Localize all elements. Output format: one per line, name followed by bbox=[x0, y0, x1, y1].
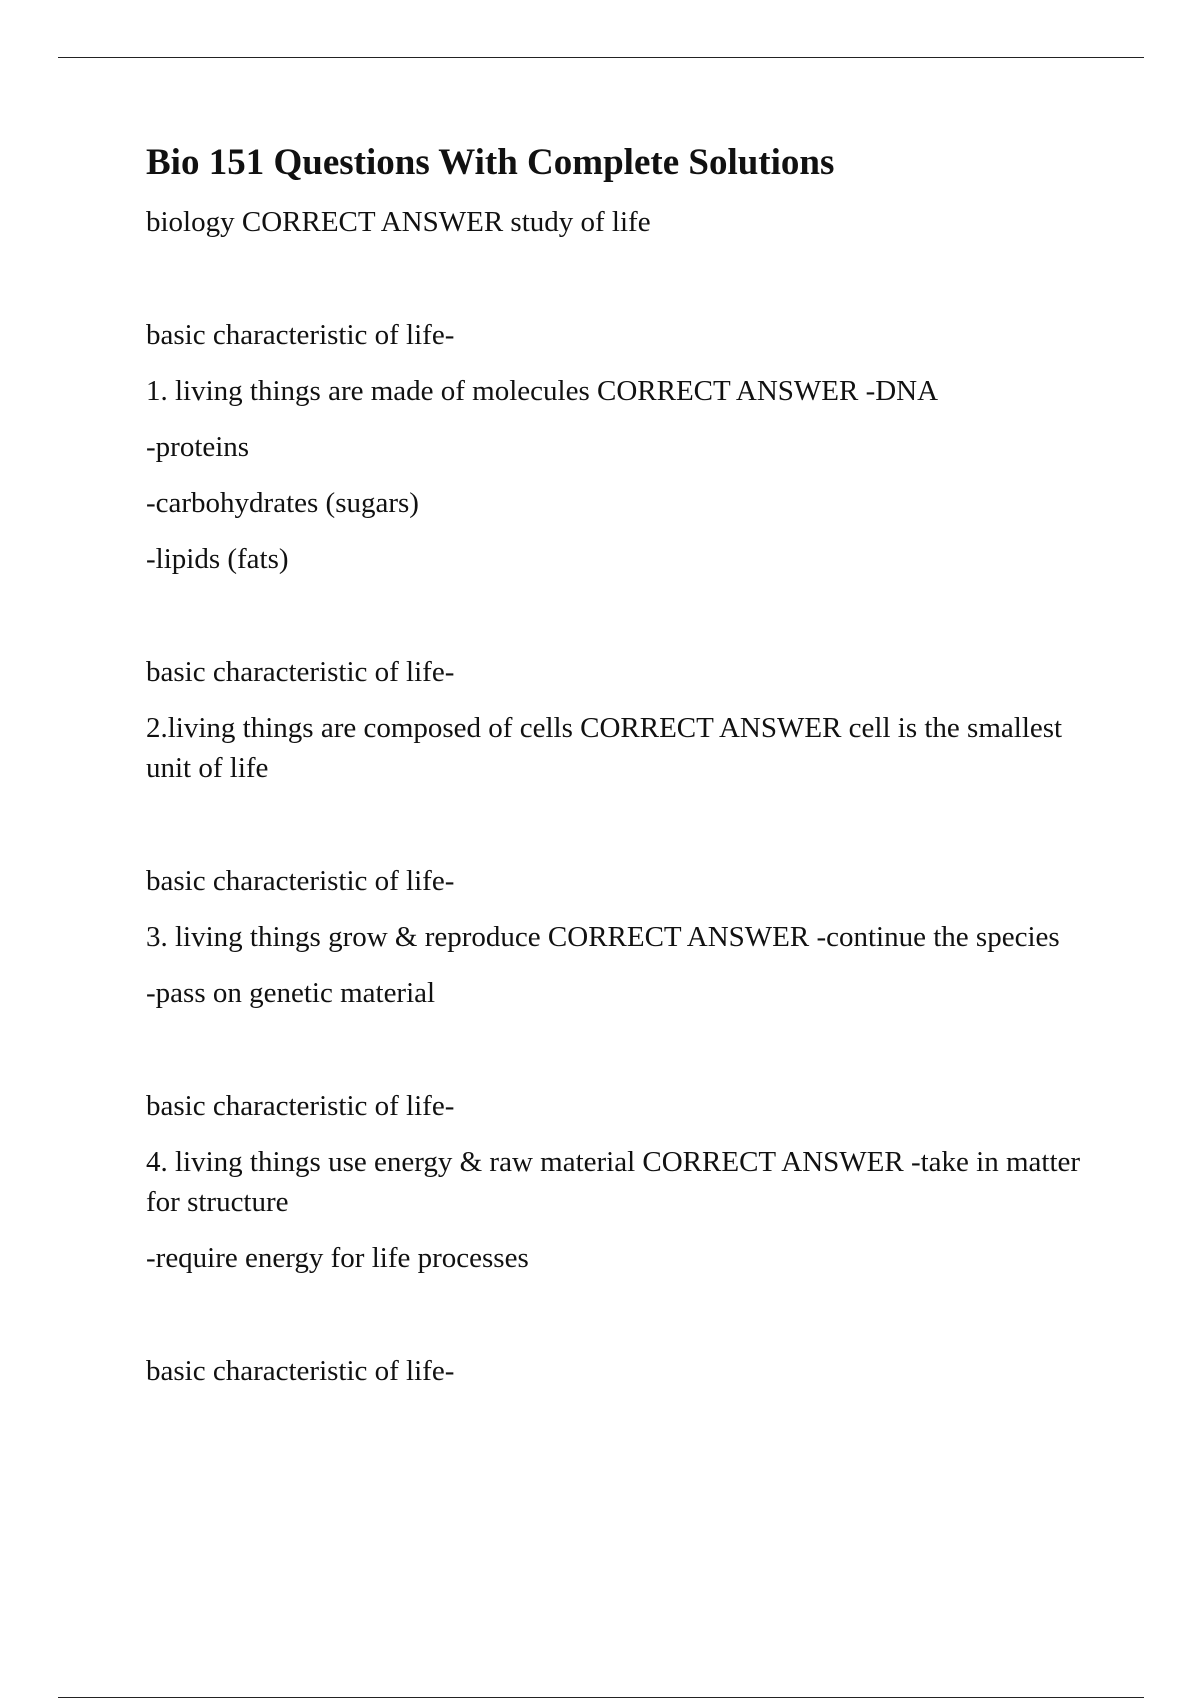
question-block-2 bbox=[146, 652, 1086, 788]
answer-line: -lipids (fats) bbox=[146, 543, 289, 575]
answer-line: -require energy for life processes bbox=[146, 1242, 529, 1274]
answer-line: 3. living things grow & reproduce CORRECT ANSWER -continue the species bbox=[146, 921, 1060, 953]
question-prompt: basic characteristic of life- bbox=[146, 865, 455, 897]
question-block-1 bbox=[146, 315, 1086, 579]
question-block-4 bbox=[146, 1086, 1086, 1278]
question-prompt: basic characteristic of life- bbox=[146, 1090, 455, 1122]
question-block-3 bbox=[146, 861, 1086, 1013]
answer-line: -pass on genetic material bbox=[146, 977, 436, 1009]
header-rule bbox=[58, 57, 1144, 58]
intro-line: biology CORRECT ANSWER study of life bbox=[146, 206, 651, 238]
answer-line: -carbohydrates (sugars) bbox=[146, 487, 419, 519]
answer-line: 1. living things are made of molecules CORRECT ANSWER -DNA bbox=[146, 375, 939, 407]
document-body bbox=[146, 140, 1086, 1391]
question-prompt: basic characteristic of life- bbox=[146, 319, 455, 351]
question-block-5 bbox=[146, 1351, 1086, 1391]
document-title: Bio 151 Questions With Complete Solutions bbox=[146, 142, 835, 183]
answer-line: 2.living things are composed of cells CORRECT ANSWER cell is the smallest unit of life bbox=[146, 712, 1063, 784]
footer-rule bbox=[58, 1697, 1144, 1698]
answer-line: 4. living things use energy & raw material CORRECT ANSWER -take in matter for structure bbox=[146, 1146, 1081, 1218]
answer-line: -proteins bbox=[146, 431, 250, 463]
question-prompt: basic characteristic of life- bbox=[146, 1355, 455, 1387]
question-prompt: basic characteristic of life- bbox=[146, 656, 455, 688]
